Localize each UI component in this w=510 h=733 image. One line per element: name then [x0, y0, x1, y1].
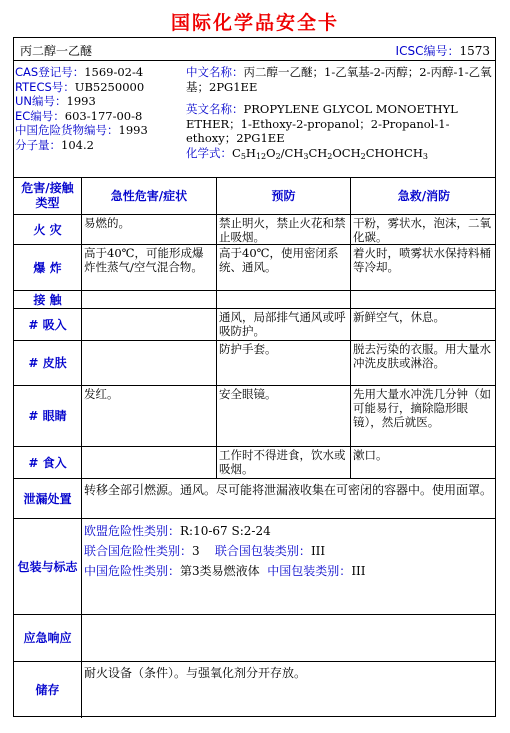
- cas-number: 1569-02-4: [84, 65, 144, 79]
- firstaid-cell: [350, 291, 497, 308]
- acute-cell: [81, 309, 216, 340]
- table-row: [14, 290, 495, 308]
- col-prevention: 预防: [216, 178, 350, 214]
- col-firstaid: 急救/消防: [350, 178, 497, 214]
- table-row: [14, 446, 495, 478]
- column-header-row: [14, 177, 495, 214]
- emergency-row: [14, 614, 495, 661]
- packaging-row: [14, 518, 495, 614]
- rtecs-number: UB5250000: [74, 79, 145, 94]
- emergency-text: [81, 615, 497, 661]
- prevention-cell: 安全眼镜。: [216, 386, 350, 446]
- ids-right: 中文名称：丙二醇一乙醚；1-乙氧基-2-丙醇；2-丙醇-1-乙氧基；2PG1EE 英文名称：PROPYLENE GLYCOL MONOETHYL ETHER；1-Ethoxy-2-propanol；2-Propanol-1-ethoxy；2PG1EE 化学式：$C_5H_{12}O_2/CH_3CH_2OCH_2CHOHCH_3$: [186, 65, 492, 161]
- un-pack: III: [310, 544, 326, 558]
- prevention-cell: 通风，局部排气通风或呼吸防护。: [216, 309, 350, 340]
- table-row: [14, 244, 495, 290]
- acute-cell: 高于40℃，可能形成爆炸性蒸气/空气混合物。: [81, 245, 216, 290]
- packaging-label: 包装与标志: [17, 559, 78, 574]
- cn-class: 第3类易燃液体: [180, 564, 260, 578]
- acute-cell: 易燃的。: [81, 215, 216, 244]
- table-row: [14, 340, 495, 385]
- icsc-number: [396, 42, 490, 59]
- firstaid-cell: 脱去污染的衣服。用大量水冲洗皮肤或淋浴。: [350, 341, 497, 385]
- firstaid-cell: 漱口。: [350, 447, 497, 478]
- prevention-cell: [216, 291, 350, 308]
- row-label: # 食入: [28, 455, 67, 470]
- packaging-text: 欧盟危险性类别：R:10-67 S:2-24 联合国危险性类别：3 联合国包装类别：III 中国危险性类别：第3类易燃液体 中国包装类别：III: [81, 519, 497, 614]
- card-title: 国际化学品安全卡: [170, 12, 339, 34]
- un-class: 3: [192, 544, 200, 558]
- storage-text: 耐火设备（条件）。与强氧化剂分开存放。: [81, 662, 497, 718]
- table-row: [14, 308, 495, 340]
- row-label: # 眼睛: [28, 409, 67, 423]
- acute-cell: [81, 291, 216, 308]
- storage-row: [14, 661, 495, 718]
- col-type: 危害/接触类型: [21, 181, 74, 210]
- firstaid-cell: 先用大量水冲洗几分钟（如可能易行，摘除隐形眼镜），然后就医。: [350, 386, 497, 446]
- row-label: 火 灾: [33, 222, 62, 237]
- cn-dangerous-goods-number: 1993: [118, 123, 148, 138]
- molecular-weight: 104.2: [61, 137, 94, 152]
- acute-cell: [81, 341, 216, 385]
- firstaid-cell: 着火时，喷雾状水保持料桶等冷却。: [350, 245, 497, 290]
- firstaid-cell: 干粉，雾状水，泡沫，二氧化碳。: [350, 215, 497, 244]
- emergency-label: 应急响应: [23, 631, 72, 645]
- spill-row: [14, 478, 495, 518]
- spill-label: 泄漏处置: [23, 491, 72, 506]
- prevention-cell: 高于40℃，使用密闭系统、通风。: [216, 245, 350, 290]
- icsc-label: ICSC编号：: [395, 44, 460, 58]
- ec-number: 603-177-00-8: [64, 108, 143, 123]
- identifier-block: [14, 60, 495, 177]
- row-label: 爆 炸: [33, 260, 62, 275]
- col-acute: 急性危害/症状: [81, 178, 216, 214]
- prevention-cell: 防护手套。: [216, 341, 350, 385]
- row-label: # 吸入: [28, 317, 67, 332]
- chinese-name: 丙二醇一乙醚；1-乙氧基-2-丙醇；2-丙醇-1-乙氧基；2PG1EE: [186, 65, 492, 94]
- row-label: # 皮肤: [28, 356, 67, 370]
- chemical-name: 丙二醇一乙醚: [20, 44, 93, 58]
- table-row: [14, 385, 495, 446]
- un-number: 1993: [66, 94, 96, 109]
- acute-cell: [81, 447, 216, 478]
- spill-text: 转移全部引燃源。通风。尽可能将泄漏液收集在可密闭的容器中。使用面罩。: [81, 479, 497, 518]
- icsc-value: 1573: [459, 44, 490, 58]
- table-row: [14, 214, 495, 244]
- english-name: PROPYLENE GLYCOL MONOETHYL ETHER；1-Ethoxy-2-propanol；2-Propanol-1-ethoxy；2PG1EE: [186, 102, 458, 146]
- ids-left: CAS登记号：1569-02-4 RTECS号：UB5250000 UN编号：1993 EC编号：603-177-00-8 中国危险货物编号：1993 分子量：104.2: [15, 65, 148, 152]
- safety-card: [13, 37, 496, 717]
- prevention-cell: 工作时不得进食，饮水或吸烟。: [216, 447, 350, 478]
- header-row: [14, 38, 495, 60]
- storage-label: 储存: [35, 683, 60, 697]
- cn-pack: III: [351, 564, 366, 578]
- acute-cell: 发红。: [81, 386, 216, 446]
- eu-class: R:10-67 S:2-24: [180, 524, 271, 538]
- firstaid-cell: 新鲜空气，休息。: [350, 309, 497, 340]
- row-label: 接 触: [33, 292, 62, 307]
- prevention-cell: 禁止明火，禁止火花和禁止吸烟。: [216, 215, 350, 244]
- chemical-formula: $C_5H_{12}O_2/CH_3CH_2OCH_2CHOHCH_3$: [232, 145, 428, 161]
